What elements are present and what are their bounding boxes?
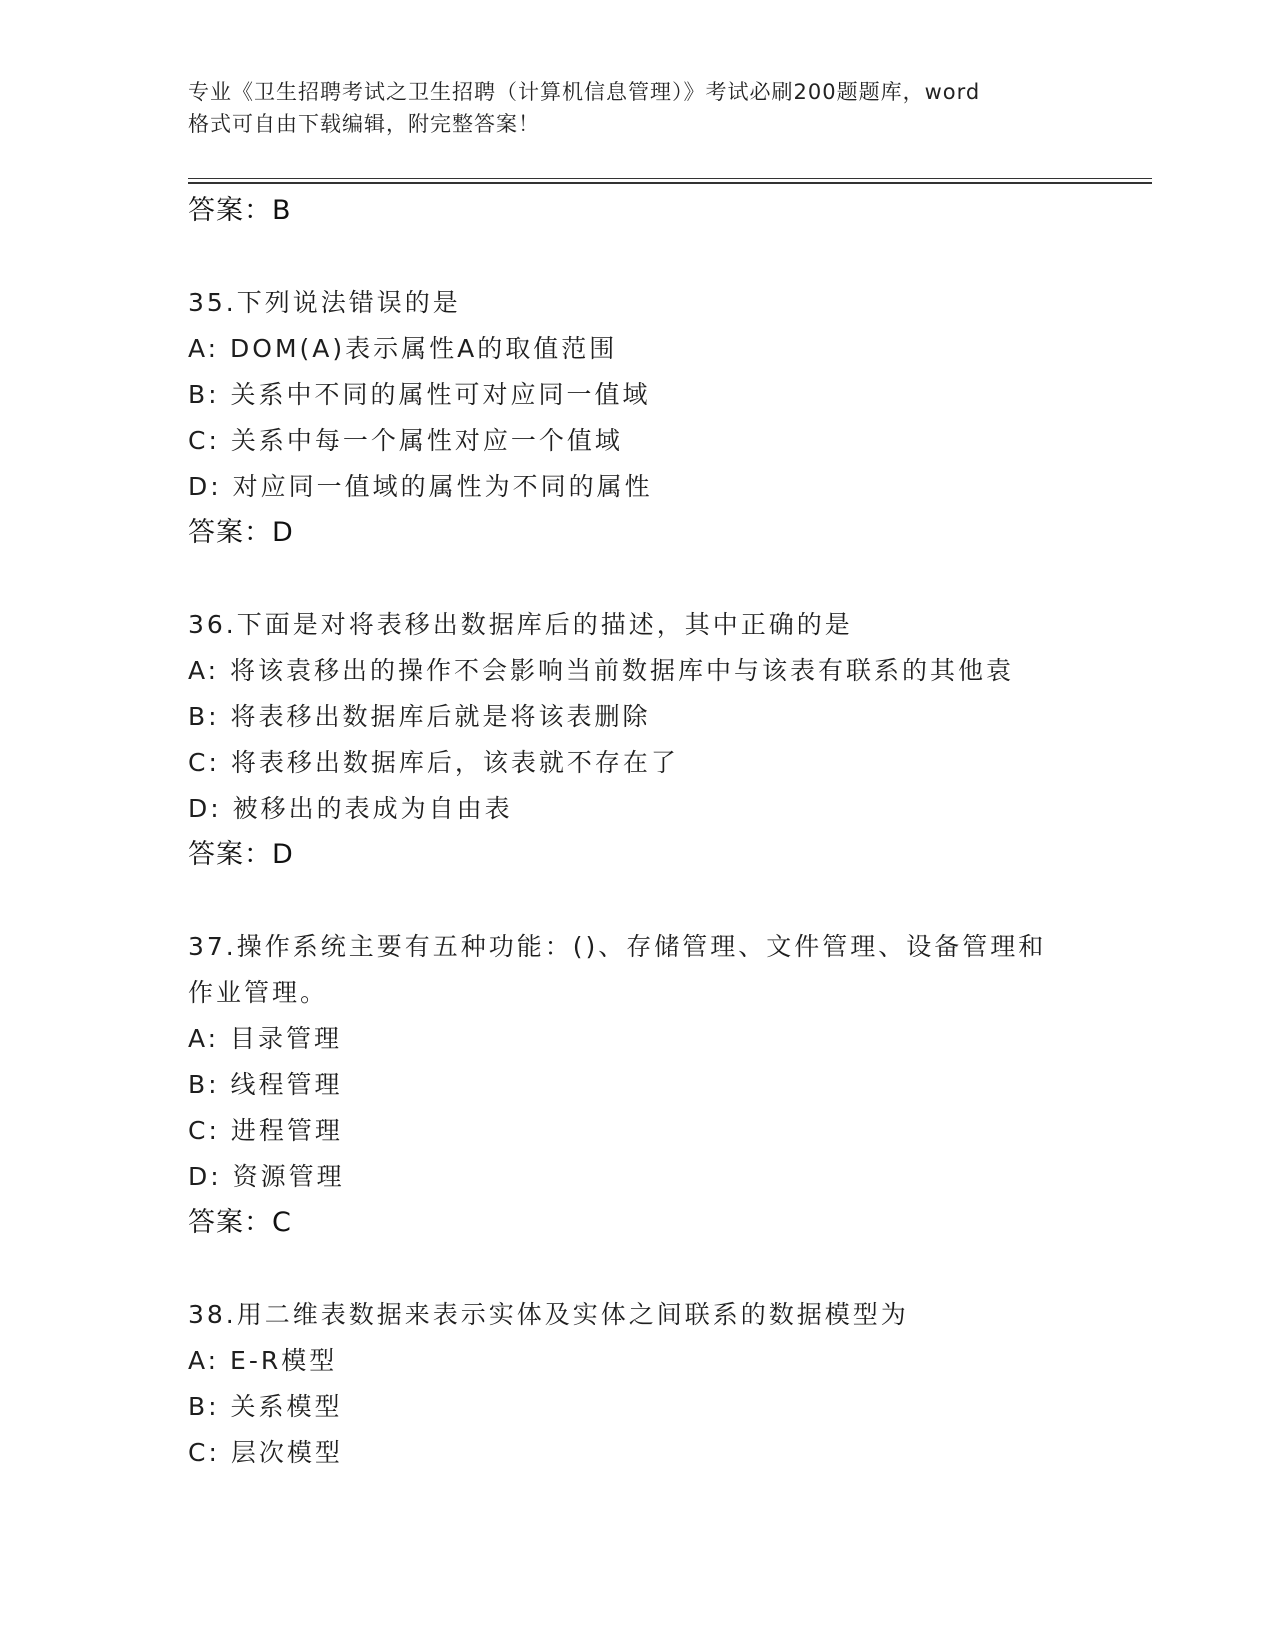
- spacer: [188, 1246, 1088, 1292]
- question-stem: 38.用二维表数据来表示实体及实体之间联系的数据模型为: [188, 1300, 909, 1329]
- question-list: [188, 188, 1088, 1476]
- option-b: B: 关系中不同的属性可对应同一值域: [188, 380, 651, 409]
- question-38: [188, 1292, 1088, 1476]
- question-stem: 36.下面是对将表移出数据库后的描述，其中正确的是: [188, 610, 853, 639]
- option-d: D: 被移出的表成为自由表: [188, 794, 513, 823]
- previous-answer: 答案：B: [188, 195, 292, 226]
- option-d: D: 对应同一值域的属性为不同的属性: [188, 472, 653, 501]
- header-line-2: 格式可自由下载编辑，附完整答案！: [188, 112, 540, 136]
- header-divider-thin: [188, 178, 1152, 179]
- question-stem: 35.下列说法错误的是: [188, 288, 461, 317]
- answer: 答案：D: [188, 517, 294, 548]
- spacer: [188, 234, 1088, 280]
- question-stem-line-2: 作业管理。: [188, 978, 329, 1007]
- question-36: [188, 602, 1088, 878]
- answer: 答案：D: [188, 839, 294, 870]
- option-a: A: 目录管理: [188, 1024, 343, 1053]
- question-37: [188, 924, 1088, 1246]
- header-divider-thick: [188, 182, 1152, 184]
- answer: 答案：C: [188, 1207, 292, 1238]
- option-b: B: 线程管理: [188, 1070, 343, 1099]
- option-c: C: 进程管理: [188, 1116, 343, 1145]
- option-c: C: 将表移出数据库后，该表就不存在了: [188, 748, 679, 777]
- option-c: C: 层次模型: [188, 1438, 343, 1467]
- option-b: B: 关系模型: [188, 1392, 343, 1421]
- option-c: C: 关系中每一个属性对应一个值域: [188, 426, 623, 455]
- spacer: [188, 556, 1088, 602]
- question-stem-line-1: 37.操作系统主要有五种功能：()、存储管理、文件管理、设备管理和: [188, 932, 1047, 961]
- question-35: [188, 280, 1088, 556]
- document-header: [188, 76, 1088, 140]
- option-a: A: 将该袁移出的操作不会影响当前数据库中与该表有联系的其他袁: [188, 656, 1015, 685]
- spacer: [188, 878, 1088, 924]
- option-d: D: 资源管理: [188, 1162, 345, 1191]
- option-b: B: 将表移出数据库后就是将该表删除: [188, 702, 651, 731]
- option-a: A: E-R模型: [188, 1346, 338, 1375]
- option-a: A: DOM(A)表示属性A的取值范围: [188, 334, 618, 363]
- header-line-1: 专业《卫生招聘考试之卫生招聘（计算机信息管理）》考试必刷200题题库，word: [188, 80, 981, 104]
